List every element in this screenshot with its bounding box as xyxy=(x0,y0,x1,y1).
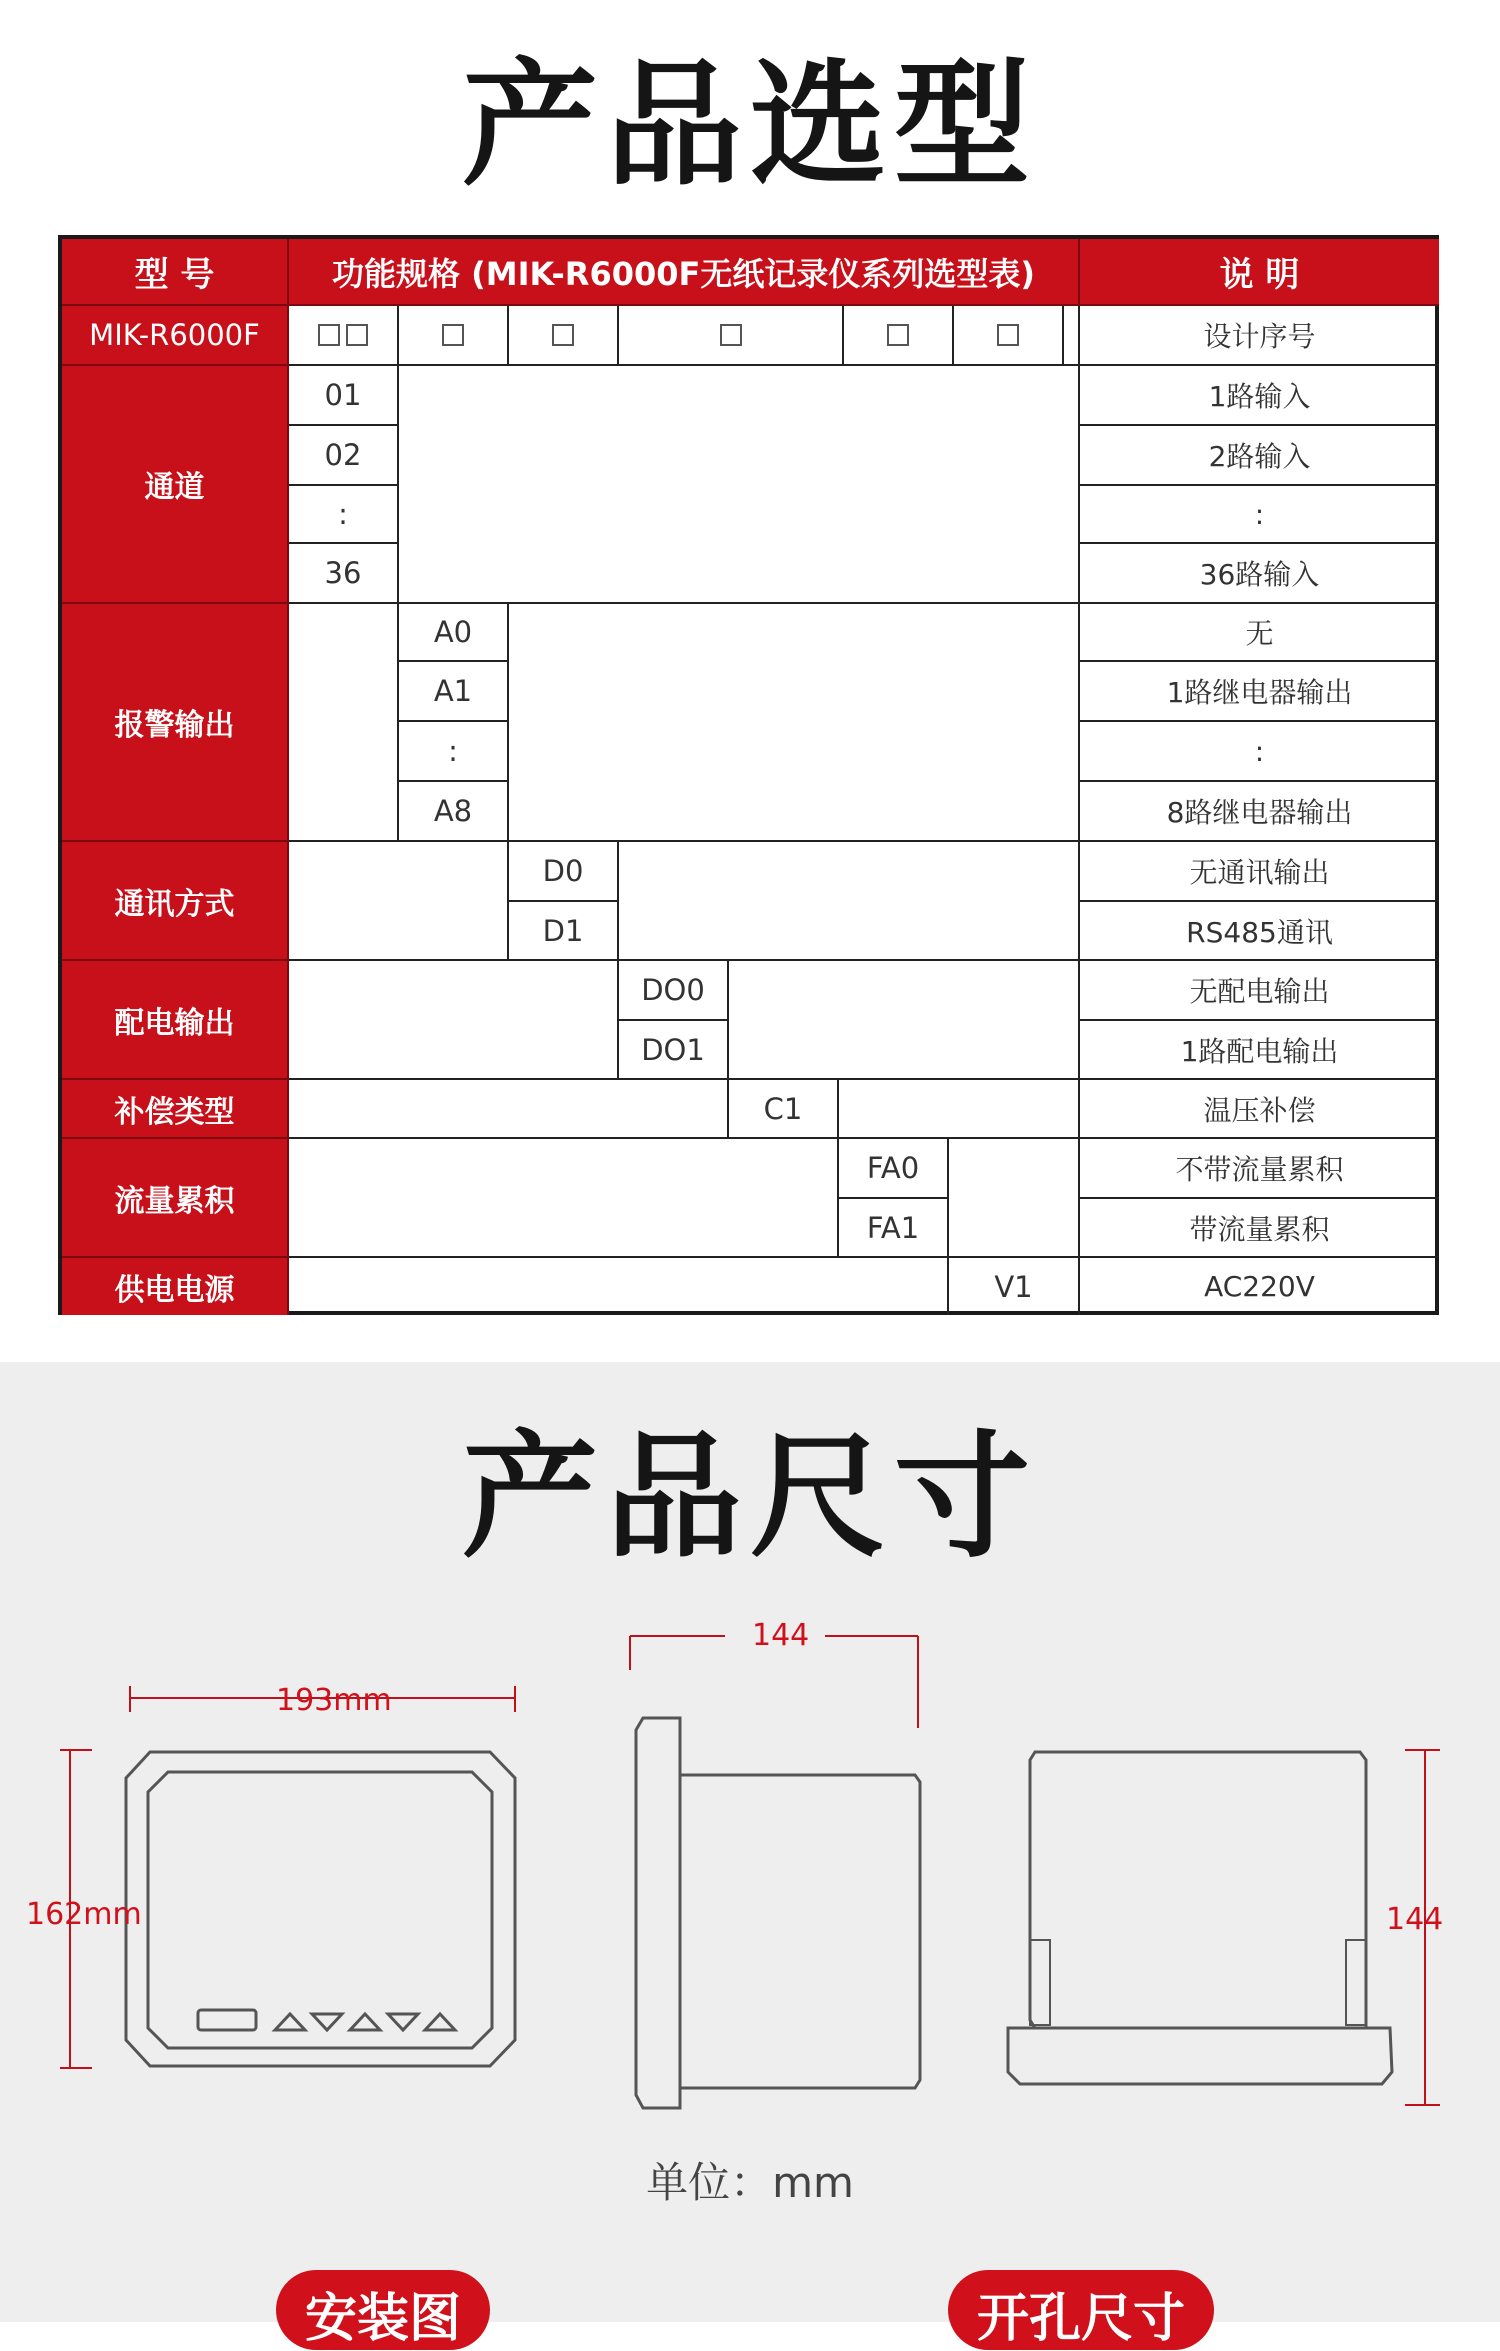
flow-label: 流量累积 xyxy=(62,1139,289,1258)
model-slot-gap xyxy=(1064,306,1080,366)
comm-desc: 无通讯输出 xyxy=(1080,842,1439,902)
alarm-desc: : xyxy=(1080,722,1439,782)
channel-desc: 36路输入 xyxy=(1080,544,1439,604)
channel-code: 02 xyxy=(289,426,399,486)
power-out-desc: 无配电输出 xyxy=(1080,961,1439,1021)
alarm-code: : xyxy=(399,722,509,782)
alarm-blank-right xyxy=(509,604,1080,842)
install-diagram-button[interactable]: 安装图 xyxy=(276,2270,490,2350)
alarm-blank-left xyxy=(289,604,399,842)
alarm-label: 报警输出 xyxy=(62,604,289,842)
dimensions-title: 产品尺寸 xyxy=(462,1419,1038,1577)
front-height-label: 162mm xyxy=(26,1897,142,1932)
selection-table xyxy=(58,235,1439,1315)
cutout-size-button[interactable]: 开孔尺寸 xyxy=(948,2270,1214,2350)
header-spec: 功能规格 (MIK-R6000F无纸记录仪系列选型表) xyxy=(289,239,1080,306)
power-out-code: DO1 xyxy=(619,1021,729,1080)
channel-code: : xyxy=(289,486,399,544)
model-slot-2 xyxy=(399,306,509,366)
alarm-desc: 无 xyxy=(1080,604,1439,662)
comm-code: D0 xyxy=(509,842,619,902)
comm-blank-left xyxy=(289,842,509,961)
flow-desc: 不带流量累积 xyxy=(1080,1139,1439,1199)
flow-desc: 带流量累积 xyxy=(1080,1199,1439,1258)
model-code: MIK-R6000F xyxy=(62,306,289,366)
front-view-drawing xyxy=(60,1686,515,2068)
header-model: 型 号 xyxy=(62,239,289,306)
supply-code: V1 xyxy=(949,1258,1080,1315)
dimension-drawings xyxy=(0,1600,1500,2140)
side-view-drawing xyxy=(630,1636,920,2108)
alarm-code: A8 xyxy=(399,782,509,842)
cutout-view-drawing xyxy=(1008,1750,1440,2105)
model-slot-5 xyxy=(844,306,954,366)
side-depth-label: 144 xyxy=(752,1618,810,1653)
model-slot-3 xyxy=(509,306,619,366)
model-slot-1 xyxy=(289,306,399,366)
comp-blank-left xyxy=(289,1080,729,1139)
channel-blank xyxy=(399,366,1080,604)
model-desc: 设计序号 xyxy=(1080,306,1439,366)
power-out-blank-right xyxy=(729,961,1080,1080)
supply-label: 供电电源 xyxy=(62,1258,289,1315)
power-out-code: DO0 xyxy=(619,961,729,1021)
comp-blank-right xyxy=(839,1080,1080,1139)
power-out-desc: 1路配电输出 xyxy=(1080,1021,1439,1080)
channel-code: 36 xyxy=(289,544,399,604)
comp-label: 补偿类型 xyxy=(62,1080,289,1139)
channel-desc: : xyxy=(1080,486,1439,544)
header-desc: 说 明 xyxy=(1080,239,1439,306)
model-slot-6 xyxy=(954,306,1064,366)
power-out-label: 配电输出 xyxy=(62,961,289,1080)
selection-title: 产品选型 xyxy=(462,47,1038,205)
flow-code: FA0 xyxy=(839,1139,949,1199)
alarm-desc: 8路继电器输出 xyxy=(1080,782,1439,842)
alarm-desc: 1路继电器输出 xyxy=(1080,662,1439,722)
alarm-code: A1 xyxy=(399,662,509,722)
channel-label: 通道 xyxy=(62,366,289,604)
flow-code: FA1 xyxy=(839,1199,949,1258)
channel-desc: 2路输入 xyxy=(1080,426,1439,486)
flow-blank-left xyxy=(289,1139,839,1258)
model-slot-4 xyxy=(619,306,844,366)
flow-blank-right xyxy=(949,1139,1080,1258)
comm-code: D1 xyxy=(509,902,619,961)
power-out-blank-left xyxy=(289,961,619,1080)
comm-label: 通讯方式 xyxy=(62,842,289,961)
supply-blank xyxy=(289,1258,949,1315)
channel-code: 01 xyxy=(289,366,399,426)
cutout-height-label: 144 xyxy=(1386,1902,1444,1937)
comm-blank-right xyxy=(619,842,1080,961)
comp-code: C1 xyxy=(729,1080,839,1139)
unit-label: 单位：mm xyxy=(646,2158,854,2207)
supply-desc: AC220V xyxy=(1204,1270,1315,1303)
comp-desc: 温压补偿 xyxy=(1080,1080,1439,1139)
alarm-code: A0 xyxy=(399,604,509,662)
comm-desc: RS485通讯 xyxy=(1080,902,1439,961)
channel-desc: 1路输入 xyxy=(1080,366,1439,426)
front-width-label: 193mm xyxy=(276,1683,392,1718)
